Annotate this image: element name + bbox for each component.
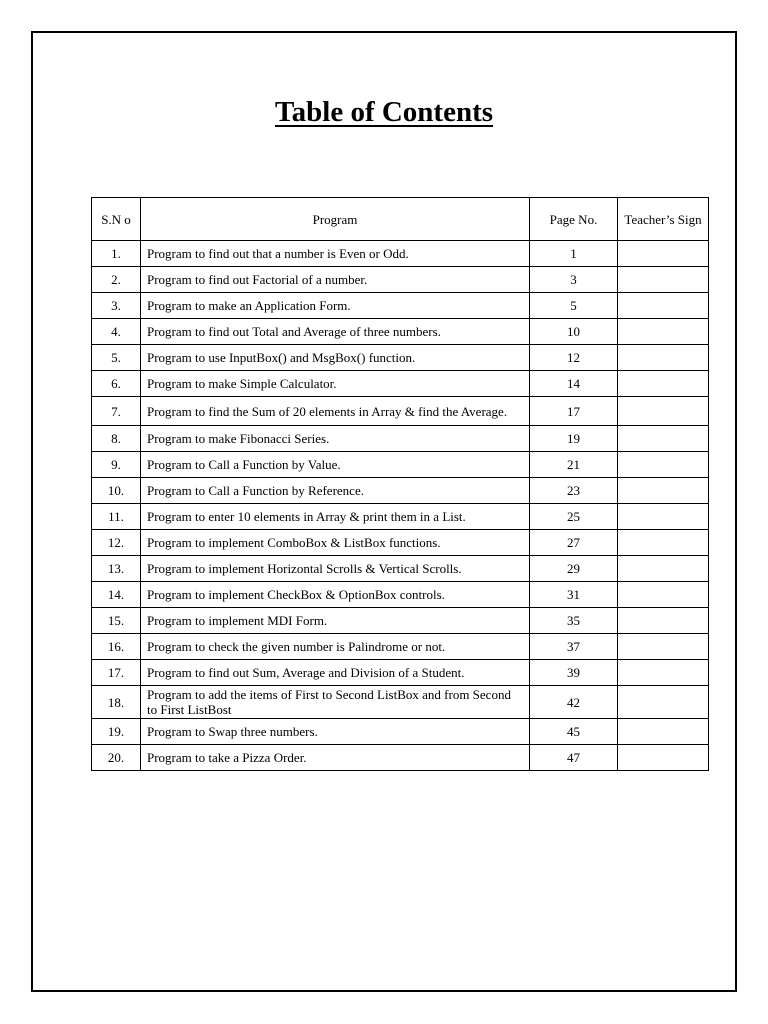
row-sno: 11. [92,504,141,530]
row-teachers-sign [618,478,709,504]
row-teachers-sign [618,719,709,745]
table-row [92,241,709,267]
row-page-no: 21 [530,452,618,478]
row-program: Program to take a Pizza Order. [141,745,530,771]
row-sno: 1. [92,241,141,267]
table-row [92,504,709,530]
row-page-no: 5 [530,293,618,319]
row-program: Program to implement MDI Form. [141,608,530,634]
row-page-no: 45 [530,719,618,745]
row-teachers-sign [618,504,709,530]
header-sno: S.N o [92,198,141,241]
row-sno: 5. [92,345,141,371]
table-row [92,397,709,426]
row-teachers-sign [618,582,709,608]
table-row [92,719,709,745]
table-row [92,371,709,397]
header-program: Program [141,198,530,241]
row-teachers-sign [618,319,709,345]
row-program: Program to make Fibonacci Series. [141,426,530,452]
page-title [0,92,768,132]
row-page-no: 1 [530,241,618,267]
row-program: Program to implement ComboBox & ListBox functions. [141,530,530,556]
row-teachers-sign [618,267,709,293]
table-row [92,267,709,293]
row-page-no: 17 [530,397,618,426]
table-row [92,608,709,634]
row-page-no: 25 [530,504,618,530]
row-program: Program to Swap three numbers. [141,719,530,745]
row-sno: 7. [92,397,141,426]
row-sno: 15. [92,608,141,634]
row-page-no: 10 [530,319,618,345]
row-program: Program to implement CheckBox & OptionBox controls. [141,582,530,608]
row-page-no: 31 [530,582,618,608]
row-teachers-sign [618,660,709,686]
row-sno: 3. [92,293,141,319]
table-row [92,556,709,582]
row-page-no: 3 [530,267,618,293]
table-body [92,241,709,771]
row-sno: 20. [92,745,141,771]
row-sno: 17. [92,660,141,686]
page-title-text: Table of Contents [274,96,494,128]
row-teachers-sign [618,608,709,634]
row-program: Program to implement Horizontal Scrolls & Vertical Scrolls. [141,556,530,582]
table-row [92,345,709,371]
table-header-row [92,198,709,241]
row-teachers-sign [618,634,709,660]
row-page-no: 42 [530,686,618,719]
row-sno: 19. [92,719,141,745]
row-program: Program to Call a Function by Reference. [141,478,530,504]
row-teachers-sign [618,530,709,556]
row-program: Program to enter 10 elements in Array & print them in a List. [141,504,530,530]
table-row [92,745,709,771]
table-row [92,426,709,452]
table-row [92,319,709,345]
row-page-no: 29 [530,556,618,582]
row-teachers-sign [618,745,709,771]
row-page-no: 27 [530,530,618,556]
table-row [92,530,709,556]
row-program: Program to find out Factorial of a number. [141,267,530,293]
row-teachers-sign [618,452,709,478]
row-teachers-sign [618,293,709,319]
row-program: Program to find the Sum of 20 elements in Array & find the Average. [141,397,530,426]
row-page-no: 12 [530,345,618,371]
row-program: Program to use InputBox() and MsgBox() function. [141,345,530,371]
row-program: Program to find out Sum, Average and Division of a Student. [141,660,530,686]
row-teachers-sign [618,345,709,371]
row-program: Program to add the items of First to Second ListBox and from Second to First ListBost [141,686,530,719]
row-sno: 18. [92,686,141,719]
header-teachers-sign: Teacher’s Sign [618,198,709,241]
row-teachers-sign [618,397,709,426]
table-row [92,686,709,719]
row-program: Program to Call a Function by Value. [141,452,530,478]
row-sno: 2. [92,267,141,293]
row-page-no: 37 [530,634,618,660]
row-teachers-sign [618,556,709,582]
table-row [92,634,709,660]
row-program: Program to find out Total and Average of three numbers. [141,319,530,345]
row-program: Program to make Simple Calculator. [141,371,530,397]
row-page-no: 14 [530,371,618,397]
table-row [92,660,709,686]
row-sno: 8. [92,426,141,452]
row-program: Program to check the given number is Palindrome or not. [141,634,530,660]
table-row [92,478,709,504]
row-page-no: 39 [530,660,618,686]
row-sno: 9. [92,452,141,478]
row-teachers-sign [618,686,709,719]
row-sno: 6. [92,371,141,397]
row-teachers-sign [618,371,709,397]
row-page-no: 23 [530,478,618,504]
row-page-no: 19 [530,426,618,452]
row-sno: 16. [92,634,141,660]
row-sno: 10. [92,478,141,504]
row-page-no: 35 [530,608,618,634]
row-program: Program to find out that a number is Even or Odd. [141,241,530,267]
row-sno: 13. [92,556,141,582]
row-page-no: 47 [530,745,618,771]
row-teachers-sign [618,241,709,267]
header-page-no: Page No. [530,198,618,241]
table-row [92,452,709,478]
table-row [92,293,709,319]
table-row [92,582,709,608]
row-program: Program to make an Application Form. [141,293,530,319]
row-sno: 4. [92,319,141,345]
row-sno: 14. [92,582,141,608]
row-teachers-sign [618,426,709,452]
row-sno: 12. [92,530,141,556]
contents-table [91,197,709,771]
